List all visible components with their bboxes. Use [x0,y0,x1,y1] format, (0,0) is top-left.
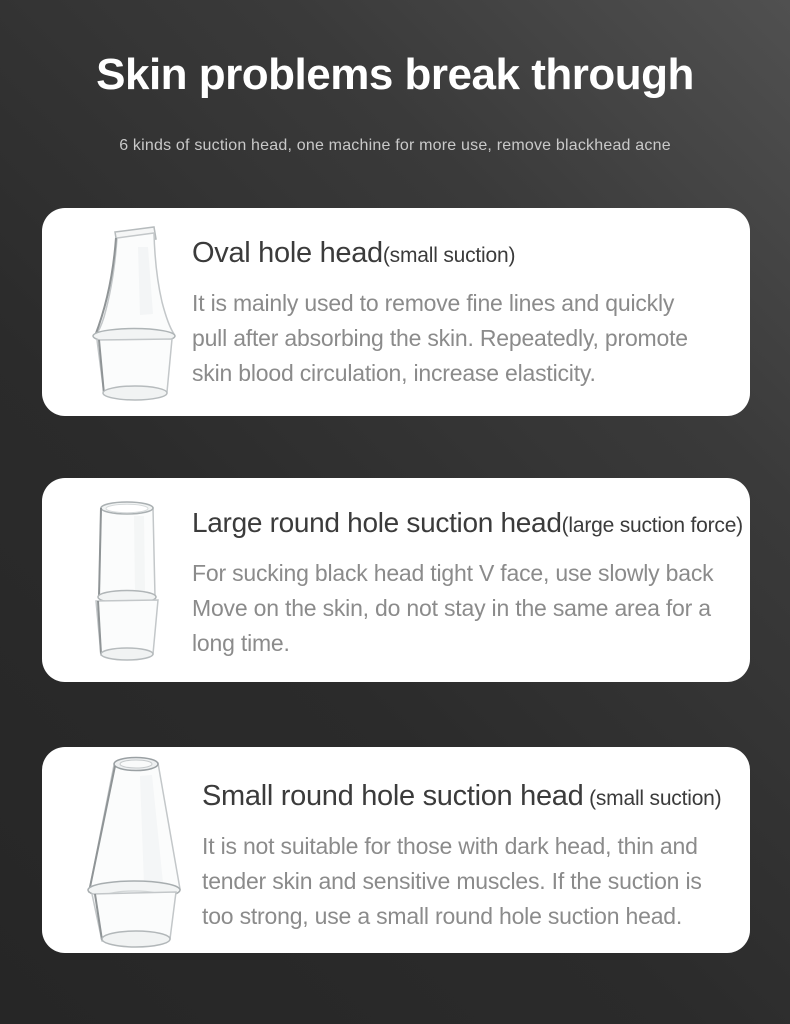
description-line: It is mainly used to remove fine lines and quickly [192,290,675,316]
feature-card-oval-hole-head [42,208,750,416]
description-line: long time. [192,630,290,656]
page-title: Skin problems break through [96,50,694,99]
card-heading-main: Large round hole suction head [192,507,562,538]
card-text-block [42,208,750,416]
description-line: pull after absorbing the skin. Repeatedly, promote [192,325,688,351]
card-heading-note: (large suction force) [561,514,743,537]
description-line: For sucking black head tight V face, use slowly back [192,560,714,586]
card-text-block [42,478,750,682]
feature-card-large-round-hole [42,478,750,682]
card-description [202,829,742,934]
card-heading-note: (small suction) [583,787,722,810]
description-line: tender skin and sensitive muscles. If the suction is [202,868,702,894]
card-heading-note: (small suction) [382,244,516,267]
card-heading [192,504,742,545]
card-heading-main: Small round hole suction head [202,780,584,812]
description-line: It is not suitable for those with dark head, thin and [202,833,698,859]
feature-card-list [42,208,750,953]
description-line: too strong, use a small round hole suction head. [202,903,683,929]
card-heading [202,777,742,818]
card-text-block [42,747,750,953]
page-subtitle: 6 kinds of suction head, one machine for more use, remove blackhead acne [119,137,671,154]
card-description [192,286,742,391]
card-heading [192,234,742,275]
card-heading-main: Oval hole head [192,237,383,269]
feature-card-small-round-hole [42,747,750,953]
description-line: skin blood circulation, increase elasticity. [192,360,596,386]
card-description [192,556,742,661]
description-line: Move on the skin, do not stay in the same area for a [192,595,711,621]
